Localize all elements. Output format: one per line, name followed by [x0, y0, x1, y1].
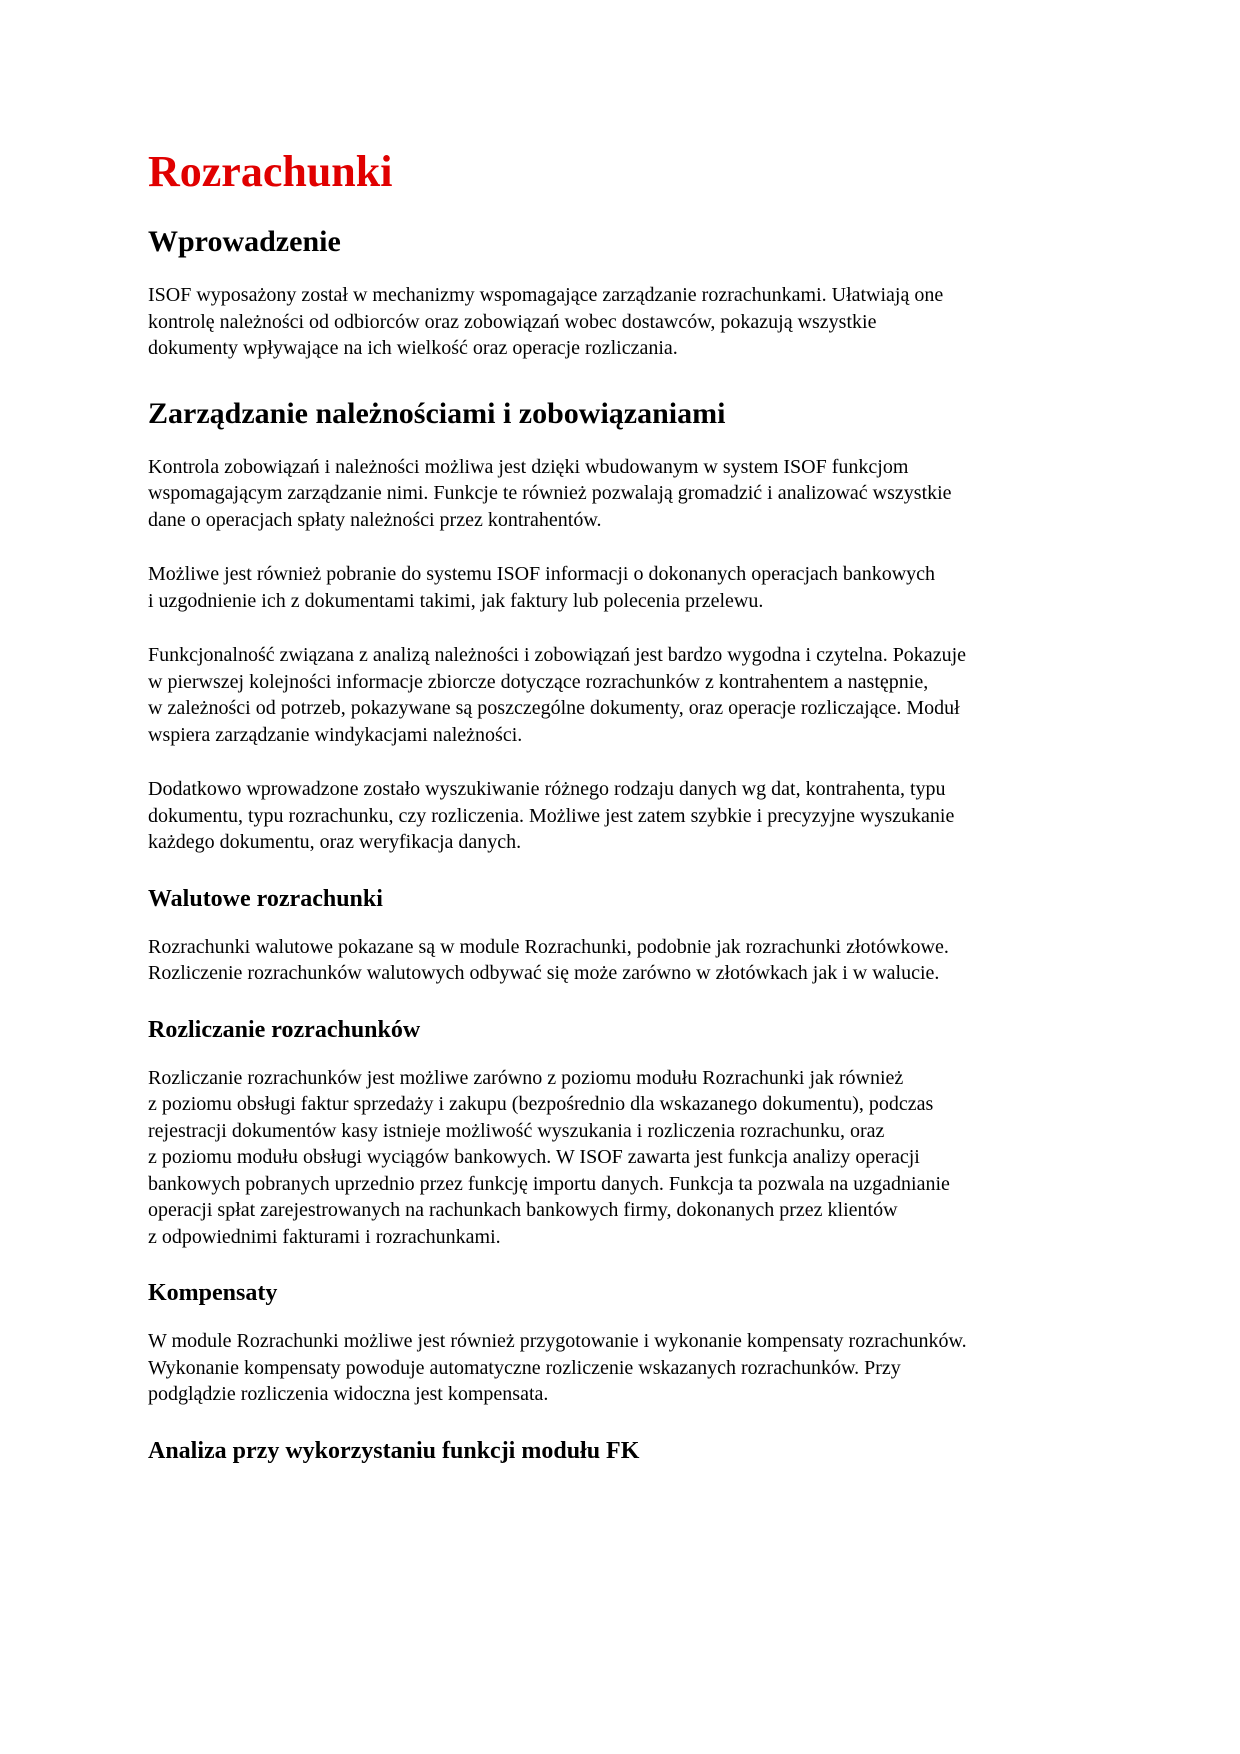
section-zarzadzanie: [148, 396, 1098, 856]
text-line: kontrolę należności od odbiorców oraz zobowiązań wobec dostawców, pokazują wszystkie: [148, 310, 877, 333]
text-line: wspiera zarządzanie windykacjami należności.: [148, 723, 523, 746]
section-kompensaty: [148, 1278, 1098, 1408]
text-line: z poziomu obsługi faktur sprzedaży i zakupu (bezpośrednio dla wskazanego dokumentu), podczas: [148, 1093, 934, 1115]
text-line: W module Rozrachunki możliwe jest również przygotowanie i wykonanie kompensaty rozrachunków.: [148, 1330, 967, 1352]
heading-walutowe: Walutowe rozrachunki: [148, 885, 383, 912]
text-line: rejestracji dokumentów kasy istnieje możliwość wyszukania i rozliczenia rozrachunku, oraz: [148, 1119, 885, 1142]
section-walutowe: [148, 884, 1098, 987]
paragraph: [148, 561, 1098, 614]
text-line: Funkcjonalność związana z analizą należności i zobowiązań jest bardzo wygodna i czytelna. Pokazuje: [148, 644, 966, 666]
heading-wprowadzenie: Wprowadzenie: [148, 225, 341, 258]
text-line: dane o operacjach spłaty należności przez kontrahentów.: [148, 508, 602, 531]
text-line: dokumentu, typu rozrachunku, czy rozliczenia. Możliwe jest zatem szybkie i precyzyjne wyszukanie: [148, 804, 955, 827]
text-line: każdego dokumentu, oraz weryfikacja danych.: [148, 831, 522, 853]
text-line: podglądzie rozliczenia widoczna jest kompensata.: [148, 1383, 549, 1405]
text-line: ISOF wyposażony został w mechanizmy wspomagające zarządzanie rozrachunkami. Ułatwiają one: [148, 284, 944, 306]
text-line: Rozliczenie rozrachunków walutowych odbywać się może zarówno w złotówkach jak i w walucie.: [148, 962, 940, 984]
text-line: Kontrola zobowiązań i należności możliwa jest dzięki wbudowanym w system ISOF funkcjom: [148, 455, 909, 478]
text-line: Rozliczanie rozrachunków jest możliwe zarówno z poziomu modułu Rozrachunki jak również: [148, 1066, 904, 1089]
text-line: z poziomu modułu obsługi wyciągów bankowych. W ISOF zawarta jest funkcja analizy operacji: [148, 1146, 920, 1168]
paragraph: [148, 934, 1098, 987]
paragraph: [148, 642, 1098, 748]
text-line: bankowych pobranych uprzednio przez funkcję importu danych. Funkcja ta pozwala na uzgadnianie: [148, 1172, 950, 1195]
paragraph: [148, 1065, 1098, 1251]
heading-zarzadzanie: Zarządzanie należnościami i zobowiązaniami: [148, 396, 726, 430]
paragraph: [148, 776, 1098, 856]
text-line: w zależności od potrzeb, pokazywane są poszczególne dokumenty, oraz operacje rozliczające. Moduł: [148, 697, 960, 719]
heading-analiza: Analiza przy wykorzystaniu funkcji modułu FK: [148, 1437, 640, 1464]
text-line: wspomagającym zarządzanie nimi. Funkcje te również pozwalają gromadzić i analizować wszystkie: [148, 482, 952, 504]
paragraph: [148, 454, 1098, 534]
heading-rozliczanie: Rozliczanie rozrachunków: [148, 1016, 421, 1043]
text-line: operacji spłat zarejestrowanych na rachunkach bankowych firmy, dokonanych przez klientów: [148, 1199, 898, 1221]
heading-kompensaty: Kompensaty: [148, 1280, 278, 1306]
paragraph: [148, 282, 1098, 362]
text-line: Rozrachunki walutowe pokazane są w module Rozrachunki, podobnie jak rozrachunki złotówkowe.: [148, 935, 949, 958]
text-line: i uzgodnienie ich z dokumentami takimi, jak faktury lub polecenia przelewu.: [148, 589, 764, 612]
document-page: [148, 146, 1098, 1486]
text-line: dokumenty wpływające na ich wielkość oraz operacje rozliczania.: [148, 337, 678, 359]
section-rozliczanie: [148, 1015, 1098, 1251]
text-line: Możliwe jest również pobranie do systemu ISOF informacji o dokonanych operacjach bankowych: [148, 563, 936, 585]
section-analiza: [148, 1436, 1098, 1466]
text-line: z odpowiednimi fakturami i rozrachunkami.: [148, 1225, 501, 1248]
document-title: Rozrachunki: [148, 147, 393, 196]
paragraph: [148, 1328, 1098, 1408]
text-line: w pierwszej kolejności informacje zbiorcze dotyczące rozrachunków z kontrahentem a następnie,: [148, 670, 929, 693]
text-line: Wykonanie kompensaty powoduje automatyczne rozliczenie wskazanych rozrachunków. Przy: [148, 1356, 901, 1379]
section-wprowadzenie: [148, 224, 1098, 362]
text-line: Dodatkowo wprowadzone zostało wyszukiwanie różnego rodzaju danych wg dat, kontrahenta, typu: [148, 778, 946, 800]
